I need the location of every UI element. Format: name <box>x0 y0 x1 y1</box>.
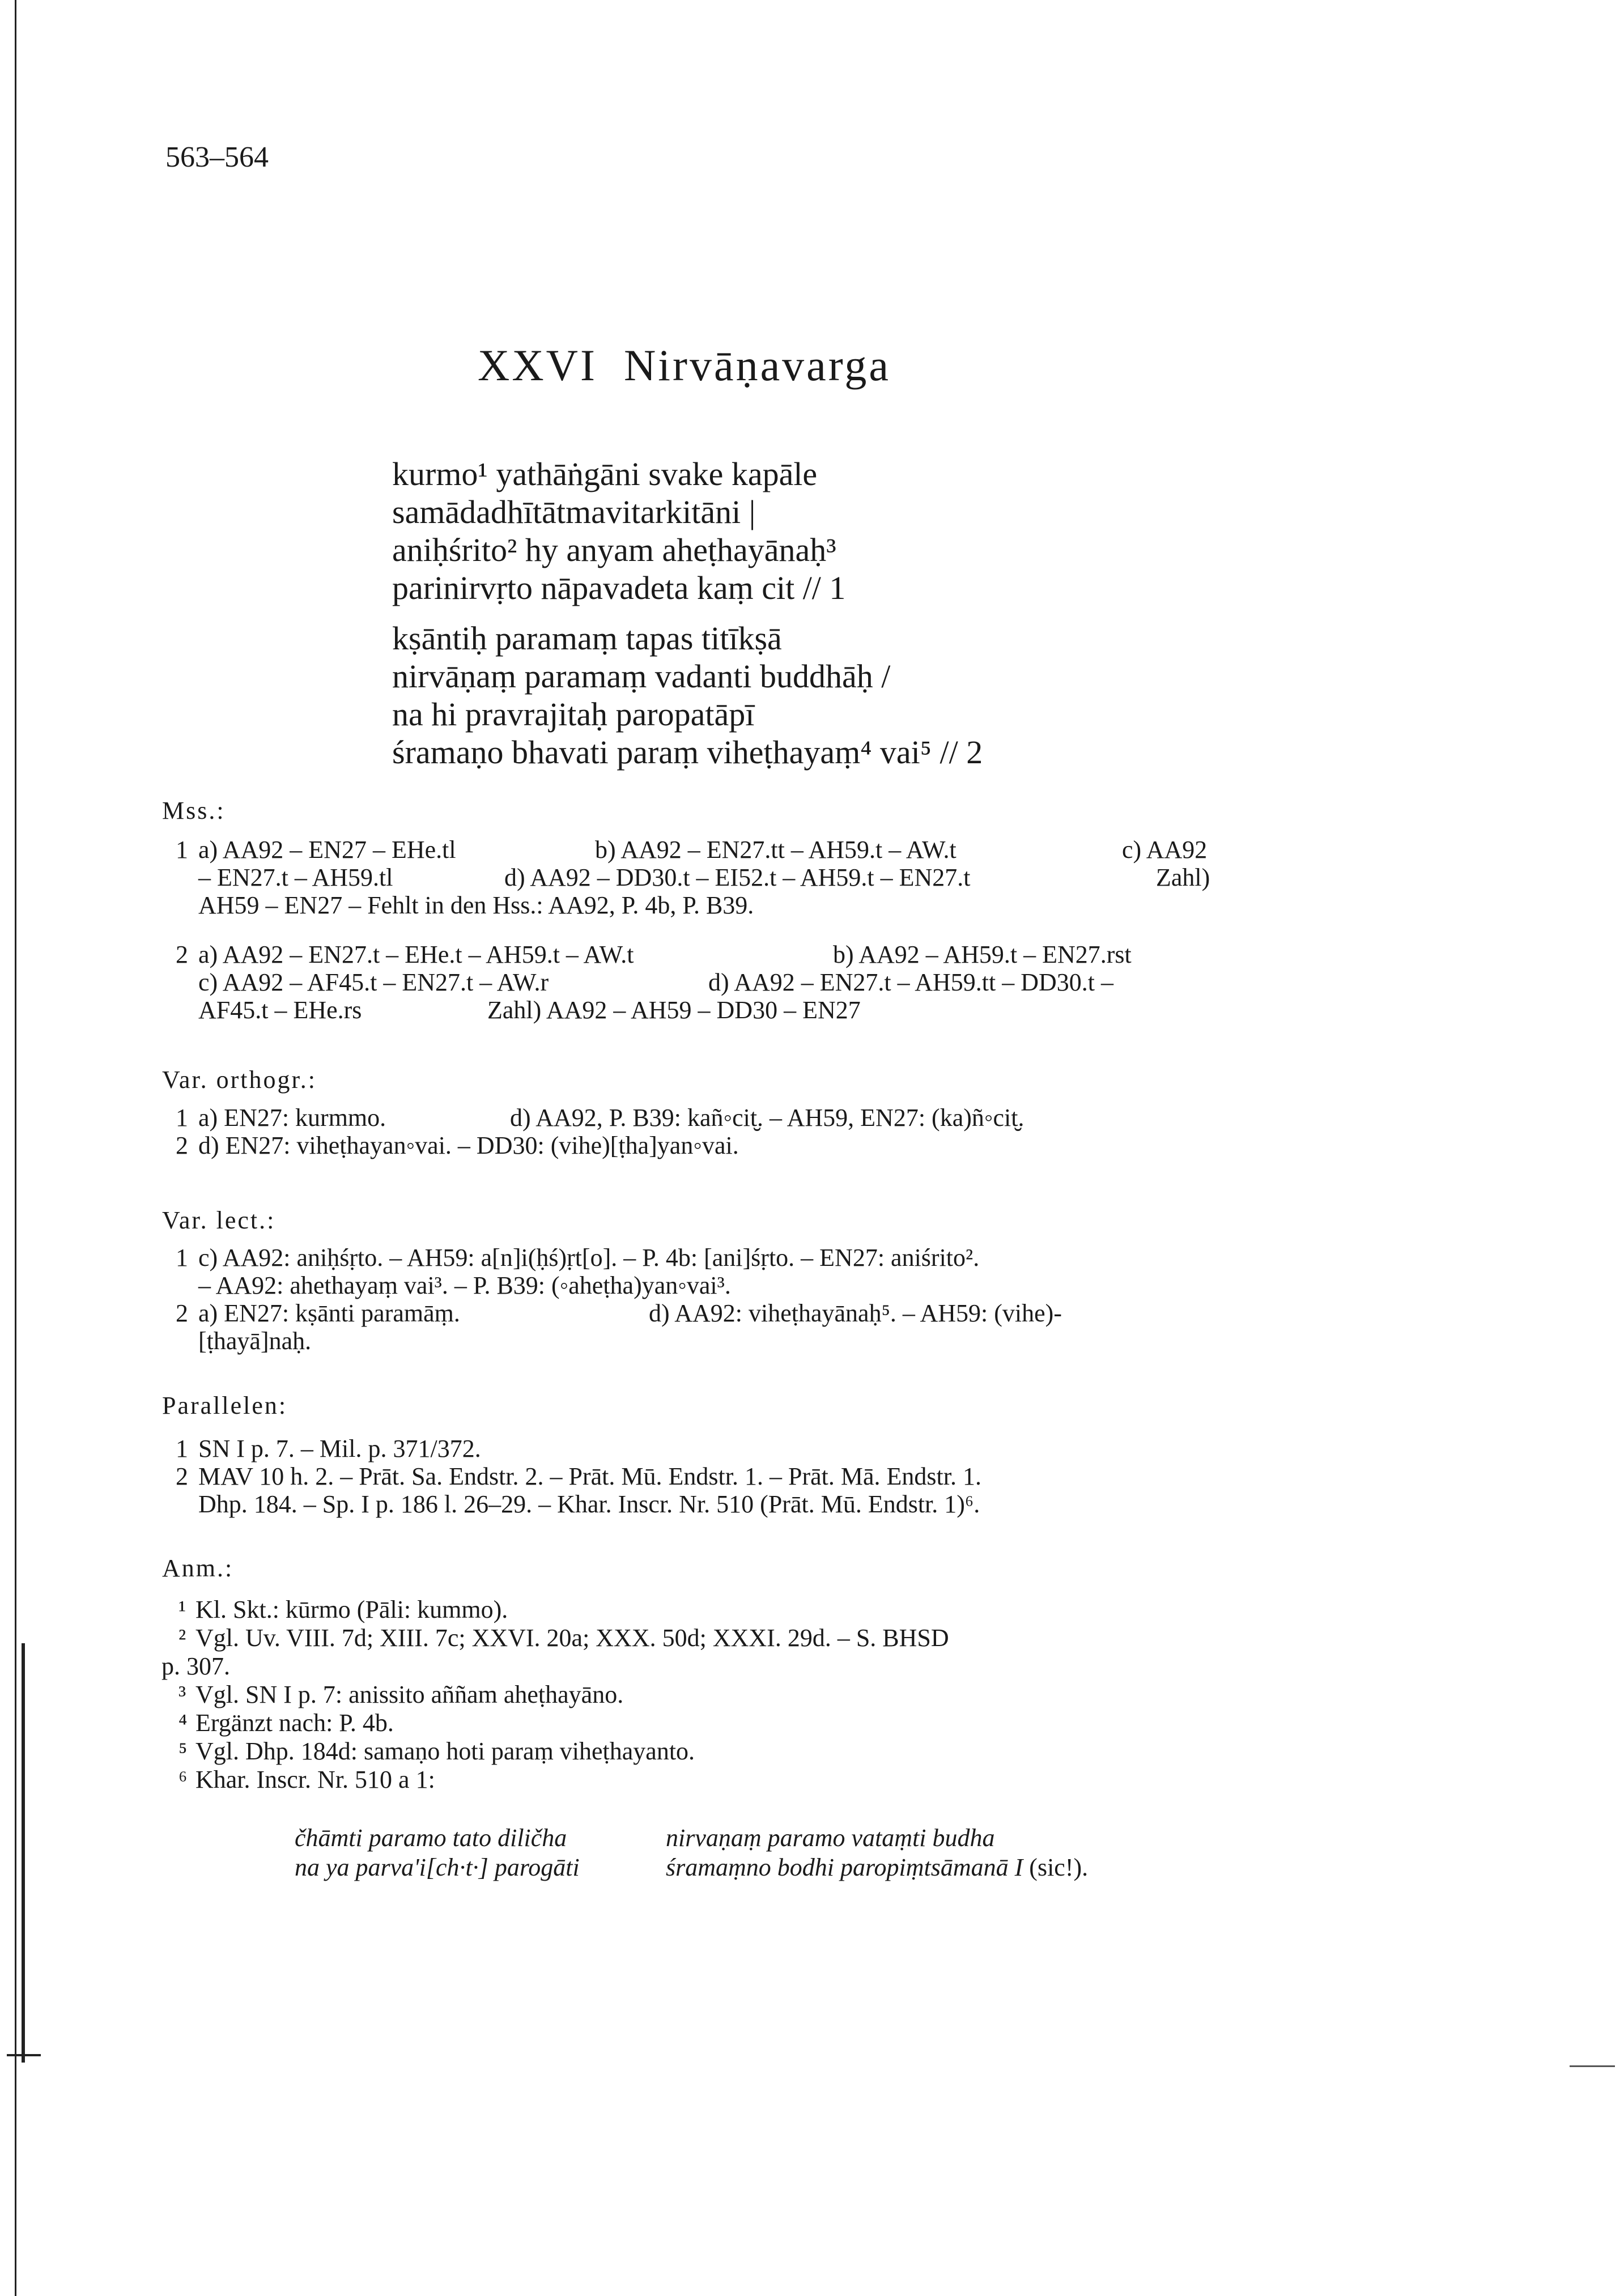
lect-line <box>176 1299 1343 1327</box>
line-number: 1 <box>176 836 188 864</box>
mss-entry: c) AA92 – AF45.t – EN27.t – AW.r <box>198 968 549 996</box>
note-text: Vgl. SN I p. 7: anissito aññam aheṭhayāno. <box>195 1681 624 1708</box>
line-number: 2 <box>176 1132 188 1159</box>
mss-entry: d) AA92 – DD30.t – EI52.t – AH59.t – EN27.t <box>504 864 971 891</box>
parallelen-entry: SN I p. 7. – Mil. p. 371/372. <box>198 1435 481 1462</box>
line-number: 2 <box>176 941 188 968</box>
inscription-sic: (sic!). <box>1029 1853 1089 1881</box>
note <box>173 1624 1340 1652</box>
section-label-parallelen: Parallelen: <box>162 1392 288 1419</box>
section-label-lect: Var. lect.: <box>162 1206 276 1234</box>
mss-line <box>176 968 1343 996</box>
scan-binding-edge-thick <box>22 1643 25 2063</box>
scan-binding-edge <box>15 0 16 2296</box>
mss-entry: a) AA92 – EN27.t – EHe.t – AH59.t – AW.t <box>198 941 634 968</box>
note <box>173 1737 1340 1766</box>
inscription-text: čhāmti paramo tato diličha <box>295 1824 567 1852</box>
verse-2 <box>392 619 983 771</box>
mss-block <box>176 836 1343 1024</box>
lect-block <box>176 1244 1343 1355</box>
lect-entry: – AA92: ahethayaṃ vai³. – P. B39: (◦aheṭha)yan◦vai³. <box>198 1272 731 1299</box>
orthogr-entry: d) AA92, P. B39: kañ◦cit̮. – AH59, EN27: (ka)ñ◦cit̮. <box>510 1104 1024 1132</box>
note-marker: ⁴ <box>178 1709 188 1737</box>
verse-line: kṣāntiḥ paramaṃ tapas titīkṣā <box>392 620 782 657</box>
inscription-line <box>295 1823 567 1852</box>
section-label-orthogr: Var. orthogr.: <box>162 1066 317 1094</box>
note-text: Ergänzt nach: P. 4b. <box>195 1709 394 1737</box>
verse-line: na hi pravrajitaḥ paropatāpī <box>392 696 755 733</box>
orthogr-entry: d) EN27: viheṭhayan◦vai. – DD30: (vihe)[ṭha]yan◦vai. <box>198 1132 739 1159</box>
mss-entry: Zahl) <box>1156 864 1210 891</box>
chapter-title <box>478 340 891 391</box>
line-number: 2 <box>176 1462 188 1490</box>
mss-entry: c) AA92 <box>1122 836 1208 864</box>
verse-line: śramaṇo bhavati paraṃ viheṭhayaṃ⁴ vai⁵ // 2 <box>392 734 983 771</box>
note-marker: ² <box>178 1624 186 1652</box>
inscription-text: na ya parva'i[ch·t·] parogāti <box>295 1853 580 1881</box>
line-number: 1 <box>176 1435 188 1462</box>
parallelen-line <box>176 1490 1343 1518</box>
parallelen-block <box>176 1435 1343 1518</box>
note-text: Vgl. Dhp. 184d: samaṇo hoti paraṃ viheṭhayanto. <box>195 1737 695 1765</box>
note-text: Khar. Inscr. Nr. 510 a 1: <box>195 1766 435 1793</box>
notes-block <box>161 1596 1340 1794</box>
verse-line: nirvāṇaṃ paramaṃ vadanti buddhāḥ / <box>392 658 891 695</box>
orthogr-block <box>176 1104 1343 1159</box>
note <box>173 1709 1340 1737</box>
chapter-name: Nirvāṇavarga <box>623 341 891 390</box>
note <box>161 1652 1340 1681</box>
verse-line: aniḥśrito² hy anyam aheṭhayānaḥ³ <box>392 532 836 568</box>
lect-line <box>176 1327 1343 1355</box>
mss-entry: b) AA92 – AH59.t – EN27.rst <box>833 941 1132 968</box>
note-text: Kl. Skt.: kūrmo (Pāli: kummo). <box>195 1596 508 1623</box>
note-marker: ¹ <box>178 1596 186 1623</box>
parallelen-entry: Dhp. 184. – Sp. I p. 186 l. 26–29. – Khar. Inscr. Nr. 510 (Prāt. Mū. Endstr. 1)⁶. <box>198 1490 980 1518</box>
line-number: 1 <box>176 1244 188 1272</box>
chapter-numeral: XXVI <box>478 341 597 390</box>
inscription-line <box>295 1853 580 1882</box>
mss-line <box>176 941 1343 968</box>
inscription-line <box>666 1823 995 1852</box>
mss-entry: AF45.t – EHe.rs <box>198 996 362 1024</box>
orthogr-line <box>176 1104 1343 1132</box>
note-marker: ⁶ <box>178 1766 188 1793</box>
lect-entry: c) AA92: aniḥśṛto. – AH59: a[n]i(ḥś)ṛt[o]. – P. 4b: [ani]śṛto. – EN27: aniśrito². <box>198 1244 980 1272</box>
verse-line: samādadhītātmavitarkitāni | <box>392 494 756 530</box>
section-label-anm: Anm.: <box>162 1554 234 1582</box>
verse-line: kurmo¹ yathāṅgāni svake kapāle <box>392 456 818 492</box>
note-marker: ⁵ <box>178 1737 188 1765</box>
note <box>173 1596 1340 1624</box>
mss-entry: b) AA92 – EN27.tt – AH59.t – AW.t <box>595 836 956 864</box>
parallelen-entry: MAV 10 h. 2. – Prāt. Sa. Endstr. 2. – Prāt. Mū. Endstr. 1. – Prāt. Mā. Endstr. 1. <box>198 1462 981 1490</box>
mss-entry: d) AA92 – EN27.t – AH59.tt – DD30.t – <box>708 968 1113 996</box>
mss-entry: – EN27.t – AH59.tl <box>198 864 393 891</box>
lect-entry: d) AA92: viheṭhayānaḥ⁵. – AH59: (vihe)- <box>649 1299 1062 1327</box>
note <box>173 1681 1340 1709</box>
inscription-text: śramaṃno bodhi paropiṃtsāmanā I <box>666 1853 1023 1881</box>
verse-1 <box>392 455 845 607</box>
mss-line <box>176 891 1343 919</box>
note-text: p. 307. <box>161 1652 230 1680</box>
line-number: 1 <box>176 1104 188 1132</box>
note-marker: ³ <box>178 1681 186 1708</box>
page-number: 563–564 <box>165 141 269 173</box>
scan-mark <box>1570 2065 1615 2067</box>
parallelen-line <box>176 1462 1343 1490</box>
lect-line <box>176 1244 1343 1272</box>
lect-entry: [ṭhayā]naḥ. <box>198 1327 312 1355</box>
lect-line <box>176 1272 1343 1299</box>
note <box>173 1766 1340 1794</box>
mss-entry: a) AA92 – EN27 – EHe.tl <box>198 836 456 864</box>
orthogr-entry: a) EN27: kurmmo. <box>198 1104 386 1132</box>
lect-entry: a) EN27: kṣānti paramāṃ. <box>198 1299 460 1327</box>
scan-mark <box>7 2054 41 2056</box>
mss-line <box>176 836 1343 864</box>
mss-line <box>176 864 1343 891</box>
parallelen-line <box>176 1435 1343 1462</box>
orthogr-line <box>176 1132 1343 1159</box>
verse-line: parinirvṛto nāpavadeta kaṃ cit // 1 <box>392 569 846 606</box>
line-number: 2 <box>176 1299 188 1327</box>
mss-line <box>176 996 1343 1024</box>
inscription-text: nirvaṇaṃ paramo vataṃti budha <box>666 1824 995 1852</box>
note-text: Vgl. Uv. VIII. 7d; XIII. 7c; XXVI. 20a; XXX. 50d; XXXI. 29d. – S. BHSD <box>195 1624 949 1652</box>
mss-entry: Zahl) AA92 – AH59 – DD30 – EN27 <box>487 996 861 1024</box>
section-label-mss: Mss.: <box>162 797 226 824</box>
inscription-line <box>666 1853 1088 1882</box>
mss-entry: AH59 – EN27 – Fehlt in den Hss.: AA92, P. 4b, P. B39. <box>198 891 754 919</box>
